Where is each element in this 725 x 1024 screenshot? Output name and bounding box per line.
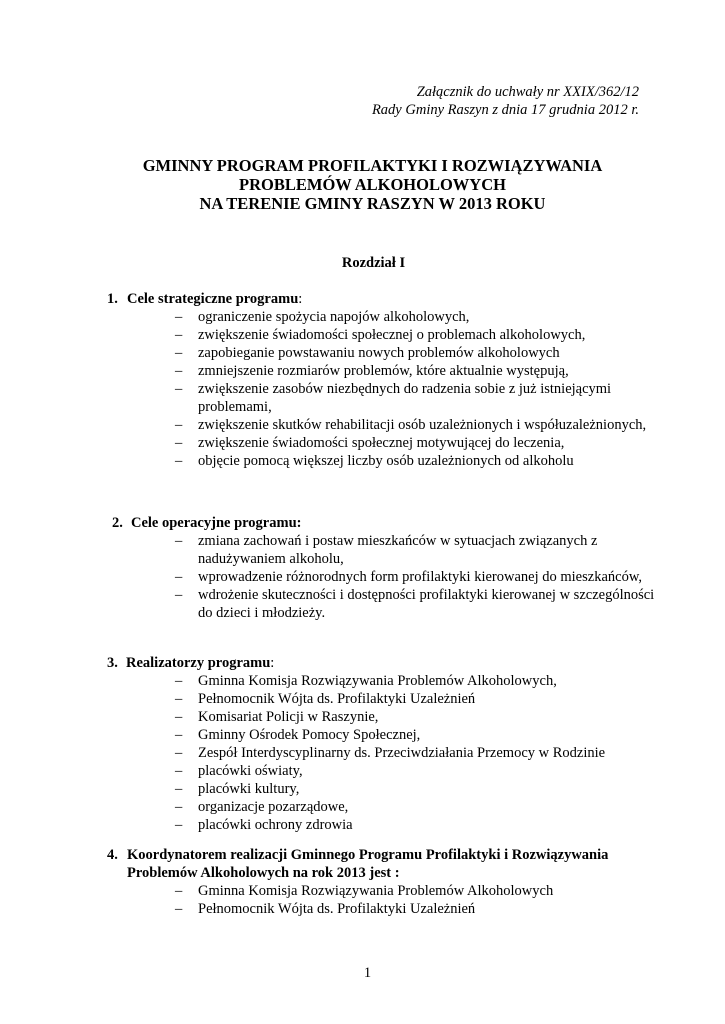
list-item (0, 762, 725, 780)
list-item (0, 816, 725, 834)
dash-bullet: – (175, 417, 183, 433)
list-item-text: Komisariat Policji w Raszynie, (198, 709, 379, 725)
list-item (0, 798, 725, 816)
document-title (0, 156, 725, 213)
dash-bullet: – (175, 453, 183, 469)
list-item-text: zmniejszenie rozmiarów problemów, które aktualnie występują, (198, 363, 569, 379)
section-number: 3. (107, 655, 118, 671)
list-item-text: Zespół Interdyscyplinarny ds. Przeciwdziałania Przemocy w Rodzinie (198, 745, 606, 761)
list-item-text: Gminna Komisja Rozwiązywania Problemów Alkoholowych (198, 883, 554, 899)
list-item (0, 416, 725, 434)
dash-bullet: – (175, 817, 183, 833)
list-item-text: organizacje pozarządowe, (198, 799, 349, 815)
section-title: Realizatorzy programu (126, 655, 271, 671)
list-item-text: objęcie pomocą większej liczby osób uzależnionych od alkoholu (198, 453, 574, 469)
dash-bullet: – (175, 435, 183, 451)
dash-bullet: – (175, 673, 183, 689)
dash-bullet: – (175, 327, 183, 343)
list-item (0, 344, 725, 362)
list-item-text: placówki ochrony zdrowia (198, 817, 353, 833)
section-title: Cele operacyjne programu: (131, 515, 302, 531)
section-heading (0, 654, 725, 672)
dash-bullet: – (175, 763, 183, 779)
list-item-text: placówki oświaty, (198, 763, 303, 779)
dash-bullet: – (175, 569, 183, 585)
list-item-text: ograniczenie spożycia napojów alkoholowych, (198, 309, 470, 325)
list-item-text: Pełnomocnik Wójta ds. Profilaktyki Uzależnień (198, 691, 476, 707)
title-line-2: PROBLEMÓW ALKOHOLOWYCH (239, 175, 506, 194)
list-item (0, 882, 725, 900)
section-title-suffix: : (298, 291, 303, 307)
dash-bullet: – (175, 363, 183, 379)
section-heading (0, 514, 725, 532)
list-item-text: placówki kultury, (198, 781, 300, 797)
list-item-text: Gminny Ośrodek Pomocy Społecznej, (198, 727, 421, 743)
dash-bullet: – (175, 901, 183, 917)
dash-bullet: – (175, 883, 183, 899)
section-strategic-goals (0, 290, 725, 470)
list-item-text: zmiana zachowań i postaw mieszkańców w sytuacjach związanych z nadużywaniem alkoholu, (198, 533, 598, 567)
list-item (0, 744, 725, 762)
strategic-goals-list (0, 308, 725, 470)
chapter-heading: Rozdział I (341, 255, 406, 271)
dash-bullet: – (175, 781, 183, 797)
list-item (0, 672, 725, 690)
list-item-text: zwiększenie skutków rehabilitacji osób uzależnionych i współuzależnionych, (198, 417, 647, 433)
list-item (0, 362, 725, 380)
section-number: 1. (107, 291, 118, 307)
list-item (0, 900, 725, 918)
list-item (0, 586, 725, 622)
dash-bullet: – (175, 691, 183, 707)
list-item (0, 434, 725, 452)
list-item-text: zwiększenie zasobów niezbędnych do radzenia sobie z już istniejącymi problemami, (198, 381, 612, 415)
list-item (0, 690, 725, 708)
section-heading (0, 846, 725, 882)
operational-goals-list (0, 532, 725, 622)
attachment-note-line-2: Rady Gminy Raszyn z dnia 17 grudnia 2012 r. (371, 102, 639, 118)
section-number: 4. (107, 847, 118, 863)
dash-bullet: – (175, 745, 183, 761)
title-line-3: NA TERENIE GMINY RASZYN W 2013 ROKU (199, 194, 546, 213)
list-item (0, 708, 725, 726)
section-title: Koordynatorem realizacji Gminnego Programu Profilaktyki i Rozwiązywania Problemów Alkoholowych na rok 2013 jest : (127, 847, 609, 881)
list-item-text: wdrożenie skuteczności i dostępności profilaktyki kierowanej w szczególności do dzieci i młodzieży. (198, 587, 655, 621)
list-item (0, 532, 725, 568)
dash-bullet: – (175, 309, 183, 325)
section-title: Cele strategiczne programu (127, 291, 299, 307)
list-item (0, 780, 725, 798)
attachment-note-line-1: Załącznik do uchwały nr XXIX/362/12 (416, 84, 639, 100)
dash-bullet: – (175, 345, 183, 361)
list-item (0, 326, 725, 344)
section-coordinator (0, 846, 725, 918)
list-item (0, 308, 725, 326)
list-item (0, 568, 725, 586)
list-item-text: zwiększenie świadomości społecznej motywującej do leczenia, (198, 435, 565, 451)
list-item (0, 452, 725, 470)
dash-bullet: – (175, 533, 183, 549)
dash-bullet: – (175, 587, 183, 603)
list-item (0, 726, 725, 744)
section-number: 2. (112, 515, 123, 531)
coordinator-list (0, 882, 725, 918)
section-title-suffix: : (270, 655, 275, 671)
list-item-text: Gminna Komisja Rozwiązywania Problemów Alkoholowych, (198, 673, 557, 689)
list-item-text: zapobieganie powstawaniu nowych problemów alkoholowych (198, 345, 560, 361)
dash-bullet: – (175, 799, 183, 815)
dash-bullet: – (175, 381, 183, 397)
list-item (0, 380, 725, 416)
list-item-text: zwiększenie świadomości społecznej o problemach alkoholowych, (198, 327, 586, 343)
implementers-list (0, 672, 725, 834)
section-program-implementers (0, 654, 725, 834)
title-line-1: GMINNY PROGRAM PROFILAKTYKI I ROZWIĄZYWANIA (142, 156, 603, 175)
dash-bullet: – (175, 709, 183, 725)
list-item-text: Pełnomocnik Wójta ds. Profilaktyki Uzależnień (198, 901, 476, 917)
attachment-note (372, 83, 639, 119)
dash-bullet: – (175, 727, 183, 743)
section-heading (0, 290, 725, 308)
section-operational-goals (0, 514, 725, 622)
page-number: 1 (363, 965, 372, 981)
list-item-text: wprowadzenie różnorodnych form profilaktyki kierowanej do mieszkańców, (198, 569, 642, 585)
